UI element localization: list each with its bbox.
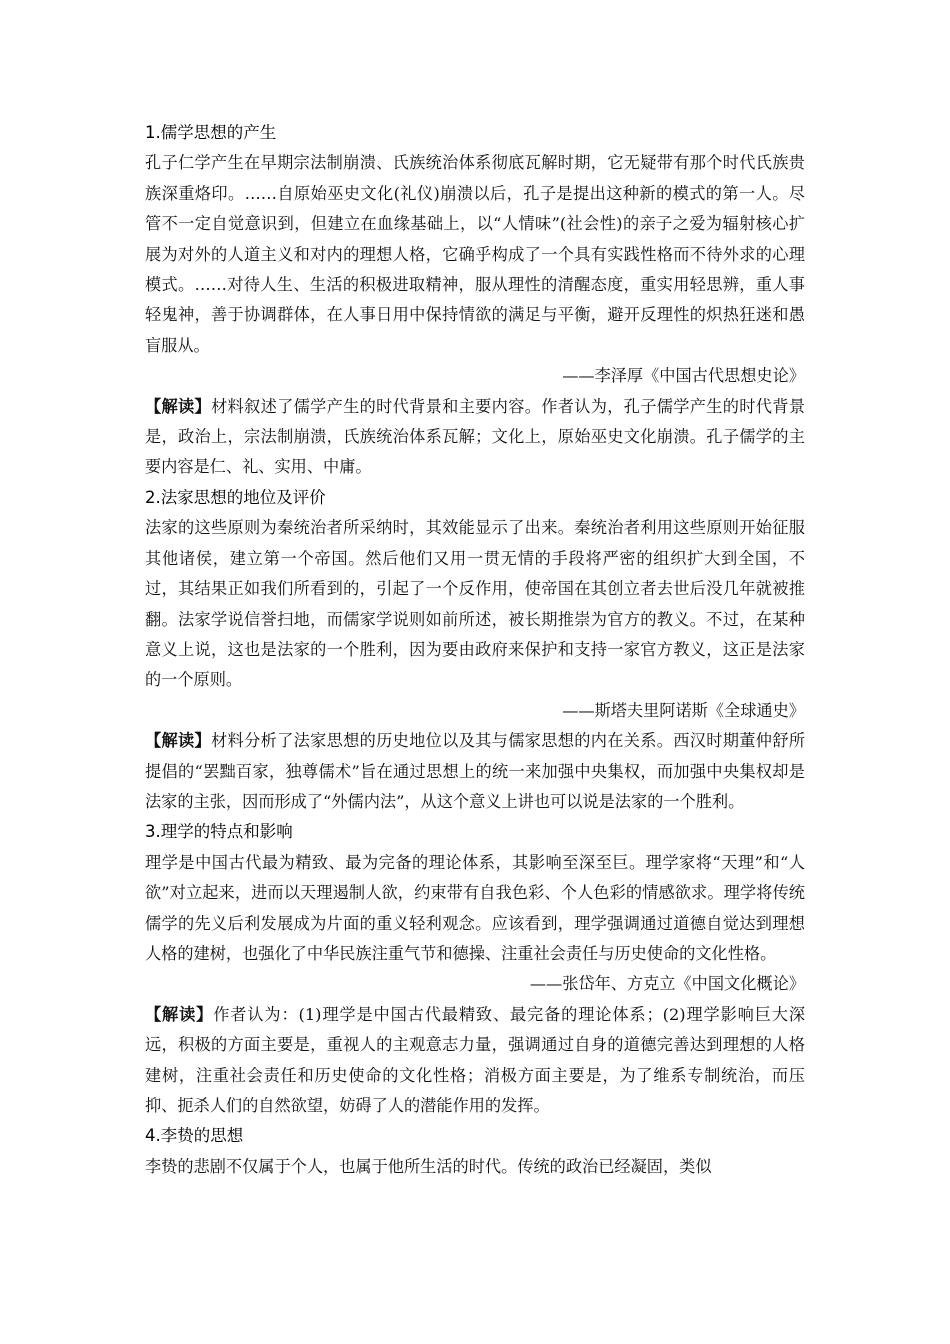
section-heading: 3.理学的特点和影响 [145, 822, 293, 842]
source-citation: ——李泽厚《中国古代思想史论》 [562, 366, 805, 386]
reading-text: 作者认为：(1)理学是中国古代最精致、最完备的理论体系；(2)理学影响巨大深远，积极的方面主要是，重视人的主观意志力量，强调通过自身的道德完善达到理想的人格建树，注重社会责任和历史使命的文化性格；消极方面主要是，为了维系专制统治，而压抑、扼杀人们的自然欲望，妨碍了人的潜能作用的发挥。 [145, 1004, 806, 1115]
material-text: 孔子仁学产生在早期宗法制崩溃、氏族统治体系彻底瓦解时期，它无疑带有那个时代氏族贵族深重烙印。……自原始巫史文化(礼仪)崩溃以后，孔子是提出这种新的模式的第一人。尽管不一定自觉意识到，但建立在血缘基础上，以“人情味”(社会性)的亲子之爱为辐射核心扩展为对外的人道主义和对内的理想人格，它确乎构成了一个具有实践性格而不待外求的心理模式。……对待人生、生活的积极进取精神，服从理性的清醒态度，重实用轻思辨，重人事轻鬼神，善于协调群体，在人事日用中保持情欲的满足与平衡，避开反理性的炽热狂迷和愚盲服从。 [145, 153, 805, 355]
material-text: 理学是中国古代最为精致、最为完备的理论体系，其影响至深至巨。理学家将“天理”和“人欲”对立起来，进而以天理遏制人欲，约束带有自我色彩、个人色彩的情感欲求。理学将传统儒学的先义后利发展成为片面的重义轻利观念。应该看到，理学强调通过道德自觉达到理想人格的建树，也强化了中华民族注重气节和德操、注重社会责任与历史使命的文化性格。 [145, 852, 805, 963]
material-text: 李贽的悲剧不仅属于个人，也属于他所生活的时代。传统的政治已经凝固，类似 [145, 1156, 712, 1176]
reading-text: 材料分析了法家思想的历史地位以及其与儒家思想的内在关系。西汉时期董仲舒所提倡的“罢黜百家，独尊儒术”旨在通过思想上的统一来加强中央集权，而加强中央集权却是法家的主张，因而形成了“外儒内法”，从这个意义上讲也可以说是法家的一个胜利。 [145, 731, 806, 811]
section-li-zhi [145, 1121, 805, 1182]
reading-paragraph [145, 1000, 805, 1122]
section-heading: 1.儒学思想的产生 [145, 123, 277, 142]
reading-tag: 【解读】 [145, 1004, 214, 1024]
reading-paragraph [145, 392, 805, 483]
section-legalism [145, 483, 805, 817]
section-heading: 4.李贽的思想 [145, 1126, 244, 1146]
source-citation: ——张岱年、方克立《中国文化概论》 [529, 974, 805, 994]
reading-paragraph [145, 726, 805, 817]
reading-tag: 【解读】 [145, 396, 212, 416]
section-neo-confucianism [145, 817, 805, 1121]
source-citation: ——斯塔夫里阿诺斯《全球通史》 [562, 700, 805, 720]
reading-text: 材料叙述了儒学产生的时代背景和主要内容。作者认为，孔子儒学产生的时代背景是，政治上，宗法制崩溃，氏族统治体系瓦解；文化上，原始巫史文化崩溃。孔子儒学的主要内容是仁、礼、实用、中庸。 [145, 396, 806, 477]
material-text: 法家的这些原则为秦统治者所采纳时，其效能显示了出来。秦统治者利用这些原则开始征服其他诸侯，建立第一个帝国。然后他们又用一贯无情的手段将严密的组织扩大到全国，不过，其结果正如我们所看到的，引起了一个反作用，使帝国在其创立者去世后没几年就被推翻。法家学说信誉扫地，而儒家学说则如前所述，被长期推崇为官方的教义。不过，在某种意义上说，这也是法家的一个胜利，因为要由政府来保护和支持一家官方教义，这正是法家的一个原则。 [145, 518, 805, 690]
section-heading: 2.法家思想的地位及评价 [145, 487, 326, 507]
reading-tag: 【解读】 [145, 731, 212, 751]
section-confucianism [145, 118, 805, 483]
document-page [145, 118, 805, 1182]
